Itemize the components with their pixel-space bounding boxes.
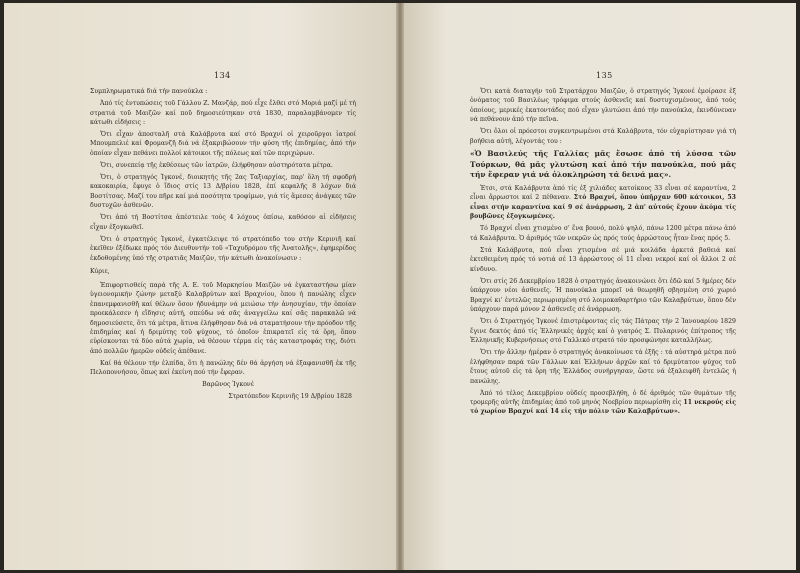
letter-paragraph: Καί θά θέλουν τήν ἐλπίδα, ὅτι ἡ πανώλης δέν θά ἀργήση νά ἐξαφανισθῆ ἐκ τῆς Πελοποννήσου, ὅπως καί ἐκείνη πού τήν ἔφεραν. [90,359,356,377]
book-gutter [396,3,404,570]
paragraph: Ὅτι ὁ Στρατηγός Ἰγκονέ ἐπιστρέφοντας εἰς τάς Πάτρας τήν 2 Ἰανουαρίου 1829 ἔγινε δεκτός ἀπό τίς Ἑλληνικές ἀρχές καί ὁ γιατρός Σ. Πυλαρινός ἐπίτροπος τῆς Ἑλληνικῆς Κυβερνήσεως στό Γαλλικό στρατό τόν προσφώνησε καταλλήλως. [470,318,736,345]
paragraph: Ὅτι τήν ἄλλην ἡμέραν ὁ στρατηγός ἀνακοίνωσε τά ἑξῆς : τά αὐστηρά μέτρα πού ἐλήφθησαν παρά τῶν Γάλλων καί Ἑλλήνων ἀρχῶν καί τό δριμύτατον ψύχος τοῦ ἔτους αὐτοῦ εἰς τά ὄρη τῆς Ἑλλάδος συνήργησαν, ὥστε νά ἐξαλειφθῆ ἐντελῶς ἡ πανώλης. [470,349,736,385]
paragraph: Ὅτι εἶχαν ἀποσταλῆ στά Καλάβρυτα καί στό Βραχνί οἱ χειροῦργοι ἰατροί Μπουμπελιέ καί Φρομανζῆ διά νά ἐξακριβώσουν τήν φύση τῆς ἐπιδημίας, ἀπό τήν ὁποίαν εἶχαν πεθάνει πολλοί κάτοικοι τῆς πόλεως καί τῶν περιχώρων. [90,131,356,157]
paragraph-mixed [470,184,736,222]
paragraph: Ὅτι στίς 26 Δεκεμβρίου 1828 ὁ στρατηγός ἀνακοινώνει ὅτι ἐδῶ καί 5 ἡμέρες δέν ὑπάρχουν νέοι ἀσθενεῖς. Ἡ πανούκλα μπορεῖ νά θεωρηθῆ σβησμένη στό χωριό Βραχνί κι' ἐντελῶς περιωρισμένη στό λοιμοκαθαρτήριο τῶν Καλαβρύτων, ὅπου δέν ὑπάρχουν παρά μόνον 2 ἀσθενεῖς σέ ἀνάρρωση. [470,277,736,314]
page-number-right: 135 [596,71,613,80]
paragraph: Ἀπό τίς ἐντυπώσεις τοῦ Γάλλου Ζ. Μανζάρ, πού εἶχε ἔλθει στό Μοριά μαζί μέ τή στρατιά τοῦ Μαιζῶν καί ποῦ δημοσιεύτηκαν στά 1830, παραλαμβάνομεν τίς κάτωθι εἰδήσεις : [90,100,356,126]
text-run: Ἐτσι, στά Καλάβρυτα ἀπό τίς ἐξ χιλιάδες κατοίκους 33 εἶναι σέ καραντίνα, 2 εἶναι ἄρρωστοι καί 2 πέθαναν. [470,184,736,202]
text-run: Ἀπό τό τέλος Δεκεμβρίου οὐδείς προσεβλήθη, ὁ δέ ἀριθμός τῶν θυμάτων τῆς τρομερῆς αὐτῆς ἐπιδημίας ἀπό τοῦ μηνός Νοεβρίου περιωρίσθη εἰς [470,389,736,406]
left-page-text [90,87,356,405]
right-page [400,3,796,570]
bold-run: Στό Βραχνί, ὅπου ὑπῆρχαν 600 κάτοικοι, 53 εἶναι στήν καραντίνα καί 9 σέ ἀνάρρωση, 2 ἀπ' αὐτούς ἔχουν ἀκόμα τίς βουβῶνες ἐξογκωμένες. [470,194,736,221]
page-number-left: 134 [214,71,231,80]
left-page [4,3,400,570]
letter-paragraph: Ἐπιφορτισθείς παρά τῆς Α. Ε. τοῦ Μαρκησίου Μαιζῶν νά ἐγκαταστήσω μίαν ὑγειονομικήν ζώνην μεταξύ Καλαβρύτων καί Βραχνίου, ὅπου ἡ πανώλης εἶχεν ἐπανεμφανισθῆ καί θέλων ὅσον ἠδυνάμην νά μειώσω τήν ἀνησυχίαν, τήν ὁποίαν προεκάλεσεν ἡ εἴδησις αὐτή, σπεύδω νά σᾶς ἀναγγείλω καί σᾶς παρακαλῶ νά δημοσιεύσετε, ὅτι τά μέτρα, ἅτινα ἐλήφθησαν διά νά σταματήσουν τήν πρόοδον τῆς ἐπιδημίας καί ἡ δριμύτης τοῦ ψύχους, τό ὁποῖον ἐπικρατεῖ εἰς τά ὄρη, ὅπου εὑρίσκονται τά δύο αὐτά χωρία, νά θέσουν τέρμα εἰς τάς καταστροφάς της, διότι ἀπό πολλῶν ἡμερῶν οὐδείς ἀπέθανε. [90,281,356,355]
paragraph: Ὅτι ἀπό τή Βοστίτσα ἀπέστειλε τούς 4 λόχους ὀπίσω, καθόσον αἱ εἰδήσεις εἶχαν ἐξογκωθεῖ. [90,214,356,231]
signature-place: Στρατόπεδον Κερινιῆς 19 Δ/βρίου 1828 [228,393,352,401]
right-page-text [470,87,736,420]
paragraph: Ὅτι, συνεπείᾳ τῆς ἐκθέσεως τῶν ἰατρῶν, ἐλήφθησαν αὐστηρότατα μέτρα. [100,161,333,169]
letter-salutation: Κύριε, [90,268,110,276]
paragraph-mixed [470,389,736,417]
paragraph: Συμπληρωματικά διά τήν πανούκλα : [90,88,208,95]
paragraph: Ὅτι ὁ στρατηγός Ἰγκονέ, ἐγκατέλειψε τό στρατόπεδο του στήν Κερινιῆ καί ἐκεῖθεν ἐξέδωκε πρός τόν Διευθυντήν τοῦ «Ταχυδρόμου τῆς Ἀνατολῆς», ἐφημερίδος ἐκδοθομένης ὑπό τῆς στρατιᾶς Μαιζῶν, τήν κάτωθι ἀνακοίνωσιν : [90,235,356,262]
bold-run: 11 νεκρούς εἰς τό χωρίον Βραχνί καί 14 εἰς τήν πόλιν τῶν Καλαβρύτων». [470,399,736,416]
bold-quote: «Ὁ Βασιλεύς τῆς Γαλλίας μᾶς ἔσωσε ἀπό τή λύσσα τῶν Τούρκων, θά μᾶς γλυτώση καί ἀπό τήν πανούκλα, πού μᾶς τήν ἔφεραν γιά νά ὁλοκληρώση τά δεινά μας». [470,149,736,179]
paragraph: Ὅτι κατά διαταγήν τοῦ Στρατάρχου Μαιζῶν, ὁ στρατηγός Ἰγκονέ ἐμοίρασε ἐξ ὀνόματος τοῦ Βασιλέως τρόφιμα στούς ἀσθενεῖς καί δυστυχισμένους, ἀπό τούς ὁποίους, μερικές ἑκατοντάδες πού εἶχαν γλυτώσει ἀπό τήν πανούκλα, ἐκινδύνευαν νά πεθάνουν ἀπό τήν πεῖνα. [470,88,736,124]
paragraph: Ὅτι, ὁ στρατηγός Ἰγκονέ, διοικητής τῆς 2ας Ταξιαρχίας, παρ' ὅλη τή σφοδρή κακοκαιρία, ἔφυγε ὁ ἴδιος στίς 13 Δ/βρίου 1828, ἐπί κεφαλῆς 8 λόχων διά Βοστίτσας. Μαζί του πῆρε καί μιά ποσότητα τροφίμων, γιά τίς ἄμεσες ἀνάγκες τῶν δυστυχῶν ἀσθενῶν. [90,174,356,210]
signature-name: Βαρῶνος Ἰγκονέ [202,381,254,389]
book-spread [4,3,796,570]
paragraph: Ὅτι ὅλοι οἱ πρόεστοι συγκεντρωμένοι στά Καλάβρυτα, τόν εὐχαρίστησαν γιά τή βοήθεια αὐτή, λέγοντάς του : [470,128,736,145]
paragraph: Στά Καλάβρυτα, πού εἶναι χτισμένα σέ μιά κοιλάδα ἀρκετά βαθειά καί ἐκτεθειμένη πρός τό νοτιά σέ 13 ἀρρώστους οἱ 11 εἶναι νεκροί καί οἱ ἄλλοι 2 σέ κίνδυνο. [470,246,736,273]
paragraph: Τό Βραχνί εἶναι χτισμένο σ' ἕνα βουνό, πολύ ψηλό, πάνω 1200 μέτρα πάνω ἀπό τά Καλάβρυτα. Ὁ ἀριθμός τῶν νεκρῶν ὡς πρός τούς ἀρρώστους ἦταν ἕνας πρός 5. [470,225,736,242]
